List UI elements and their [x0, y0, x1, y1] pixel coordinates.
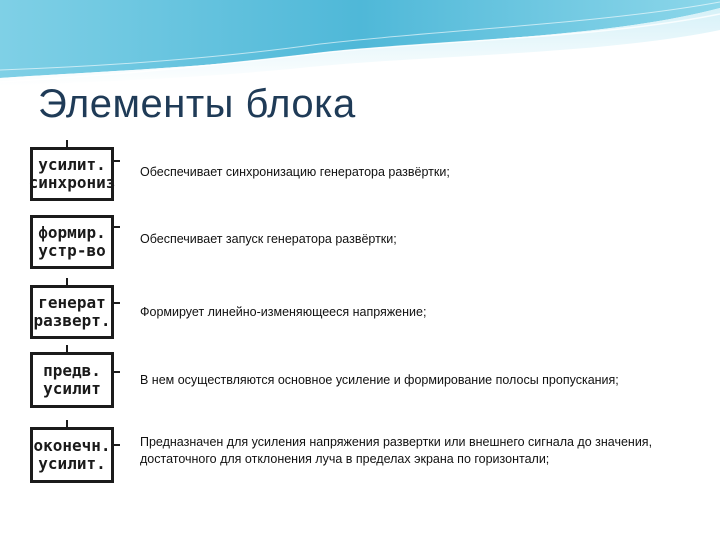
block-label-line: устр-во: [38, 241, 106, 260]
block-label-line: генерат: [38, 293, 106, 312]
block-label-line: усилит.: [38, 454, 106, 473]
block-description: Обеспечивает запуск генератора развёртки;: [140, 232, 397, 246]
block-diagram-element: [30, 147, 114, 201]
block-diagram-element: [30, 215, 114, 269]
block-description: Предназначен для усиления напряжения развертки или внешнего сигнала до значения, достаточного для отклонения луча в пределах экрана по горизонтали;: [140, 435, 653, 466]
block-label-line: предв.: [43, 361, 101, 380]
block-label-line: усилит: [43, 379, 101, 398]
block-diagram-element: [30, 427, 114, 483]
block-description: В нем осуществляются основное усиление и формирование полосы пропускания;: [140, 373, 619, 387]
block-label-line: синхрониз: [28, 173, 116, 192]
lead-line: [114, 371, 120, 373]
block-label-line: оконечн.: [33, 436, 111, 455]
lead-line: [114, 444, 120, 446]
block-label-line: разверт.: [33, 311, 111, 330]
lead-line: [114, 160, 120, 162]
block-label-line: усилит.: [38, 155, 106, 174]
block-description: Обеспечивает синхронизацию генератора развёртки;: [140, 165, 450, 179]
slide-title: Элементы блока: [38, 82, 356, 126]
block-label-line: формир.: [38, 223, 106, 242]
block-diagram-element: [30, 352, 114, 408]
lead-line: [114, 302, 120, 304]
lead-line: [114, 226, 120, 228]
block-description: Формирует линейно-изменяющееся напряжение;: [140, 305, 427, 319]
block-diagram-element: [30, 285, 114, 339]
